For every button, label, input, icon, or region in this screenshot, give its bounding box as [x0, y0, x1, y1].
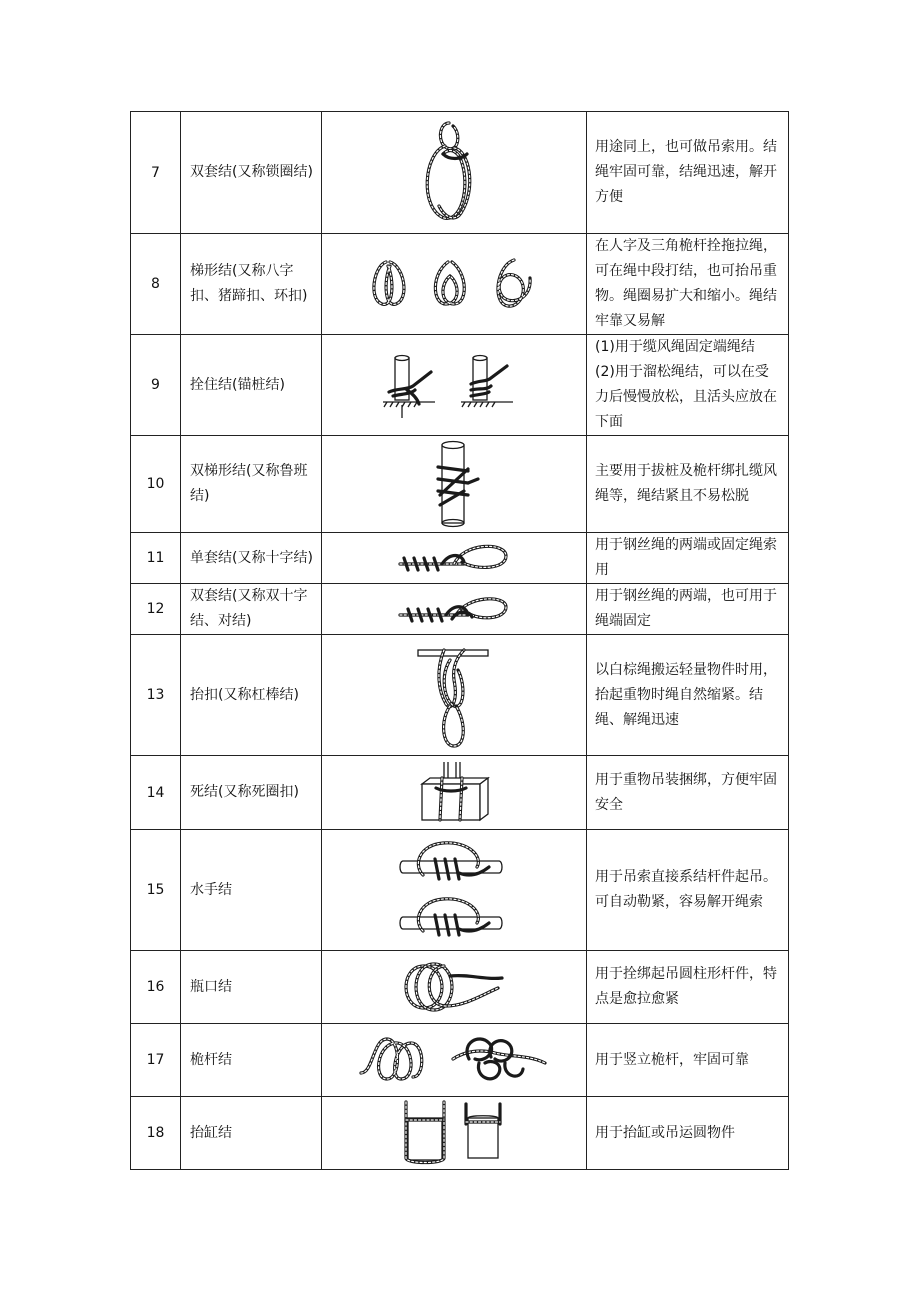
knot-figure: [322, 635, 587, 756]
row-number: 10: [131, 436, 181, 533]
table-row: [131, 756, 789, 830]
knot-name: 双梯形结(又称鲁班结): [181, 436, 322, 533]
knot-figure: [322, 234, 587, 335]
knot-use: 在人字及三角桅杆拴拖拉绳，可在绳中段打结，也可抬吊重物。绳圈易扩大和缩小。绳结牢靠又易解: [587, 234, 789, 335]
table-row: [131, 635, 789, 756]
knot-use: 用于吊索直接系结杆件起吊。可自动勒紧，容易解开绳索: [587, 830, 789, 951]
knot-name: 单套结(又称十字结): [181, 533, 322, 584]
row-number: 7: [131, 112, 181, 234]
knot-figure: [322, 584, 587, 635]
knot-figure: [322, 112, 587, 234]
knot-figure: [322, 1097, 587, 1170]
double-loop-knot-icon: [409, 118, 499, 228]
knot-name: 瓶口结: [181, 951, 322, 1024]
table-row: [131, 1097, 789, 1170]
knot-figure: [322, 756, 587, 830]
knot-name: 抬扣(又称杠棒结): [181, 635, 322, 756]
row-number: 17: [131, 1024, 181, 1097]
knot-use: 用于钢丝绳的两端或固定绳索用: [587, 533, 789, 584]
knot-figure: [322, 533, 587, 584]
table-row: [131, 112, 789, 234]
knot-use: 用于竖立桅杆，牢固可靠: [587, 1024, 789, 1097]
knot-figure: [322, 830, 587, 951]
row-number: 18: [131, 1097, 181, 1170]
clove-hitch-knot-icon: [364, 254, 544, 314]
knot-name: 桅杆结: [181, 1024, 322, 1097]
single-cross-knot-icon: [394, 538, 514, 578]
bottle-neck-knot-icon: [394, 956, 514, 1018]
knot-use: 主要用于拔桩及桅杆绑扎缆风绳等，绳结紧且不易松脱: [587, 436, 789, 533]
luban-knot-icon: [424, 439, 484, 529]
knot-use: 用途同上，也可做吊索用。结绳牢固可靠，结绳迅速，解开方便: [587, 112, 789, 234]
jar-lifting-knot-icon: [394, 1100, 514, 1166]
anchor-post-knot-icon: [379, 350, 529, 420]
knot-use: 用于钢丝绳的两端，也可用于绳端固定: [587, 584, 789, 635]
knot-table: [130, 111, 789, 1170]
knot-name: 抬缸结: [181, 1097, 322, 1170]
sailor-knot-icon: [399, 835, 509, 945]
row-number: 16: [131, 951, 181, 1024]
knot-figure: [322, 335, 587, 436]
double-cross-knot-icon: [394, 589, 514, 629]
knot-use: 用于拴绑起吊圆柱形杆件，特点是愈拉愈紧: [587, 951, 789, 1024]
row-number: 14: [131, 756, 181, 830]
knot-name: 死结(又称死圈扣): [181, 756, 322, 830]
table-row: [131, 951, 789, 1024]
mast-knot-icon: [359, 1029, 549, 1091]
table-row: [131, 584, 789, 635]
table-row: [131, 1024, 789, 1097]
table-row: [131, 436, 789, 533]
knot-name: 水手结: [181, 830, 322, 951]
knot-use: 以白棕绳搬运轻量物件时用，抬起重物时绳自然缩紧。结绳、解绳迅速: [587, 635, 789, 756]
table-row: [131, 830, 789, 951]
knot-use: (1)用于缆风绳固定端绳结 (2)用于溜松绳结，可以在受力后慢慢放松，且活头应放在下面: [587, 335, 789, 436]
row-number: 12: [131, 584, 181, 635]
knot-name: 梯形结(又称八字扣、猪蹄扣、环扣): [181, 234, 322, 335]
table-row: [131, 234, 789, 335]
table-row: [131, 533, 789, 584]
knot-name: 双套结(又称锁圈结): [181, 112, 322, 234]
row-number: 8: [131, 234, 181, 335]
knot-name: 双套结(又称双十字结、对结): [181, 584, 322, 635]
knot-use: 用于抬缸或吊运圆物件: [587, 1097, 789, 1170]
dead-knot-icon: [414, 760, 494, 826]
knot-name: 拴住结(锚桩结): [181, 335, 322, 436]
row-number: 9: [131, 335, 181, 436]
table-row: [131, 335, 789, 436]
knot-figure: [322, 1024, 587, 1097]
knot-use: 用于重物吊装捆绑，方便牢固安全: [587, 756, 789, 830]
row-number: 13: [131, 635, 181, 756]
knot-figure: [322, 951, 587, 1024]
row-number: 15: [131, 830, 181, 951]
row-number: 11: [131, 533, 181, 584]
knot-figure: [322, 436, 587, 533]
carrying-pole-knot-icon: [414, 640, 494, 750]
